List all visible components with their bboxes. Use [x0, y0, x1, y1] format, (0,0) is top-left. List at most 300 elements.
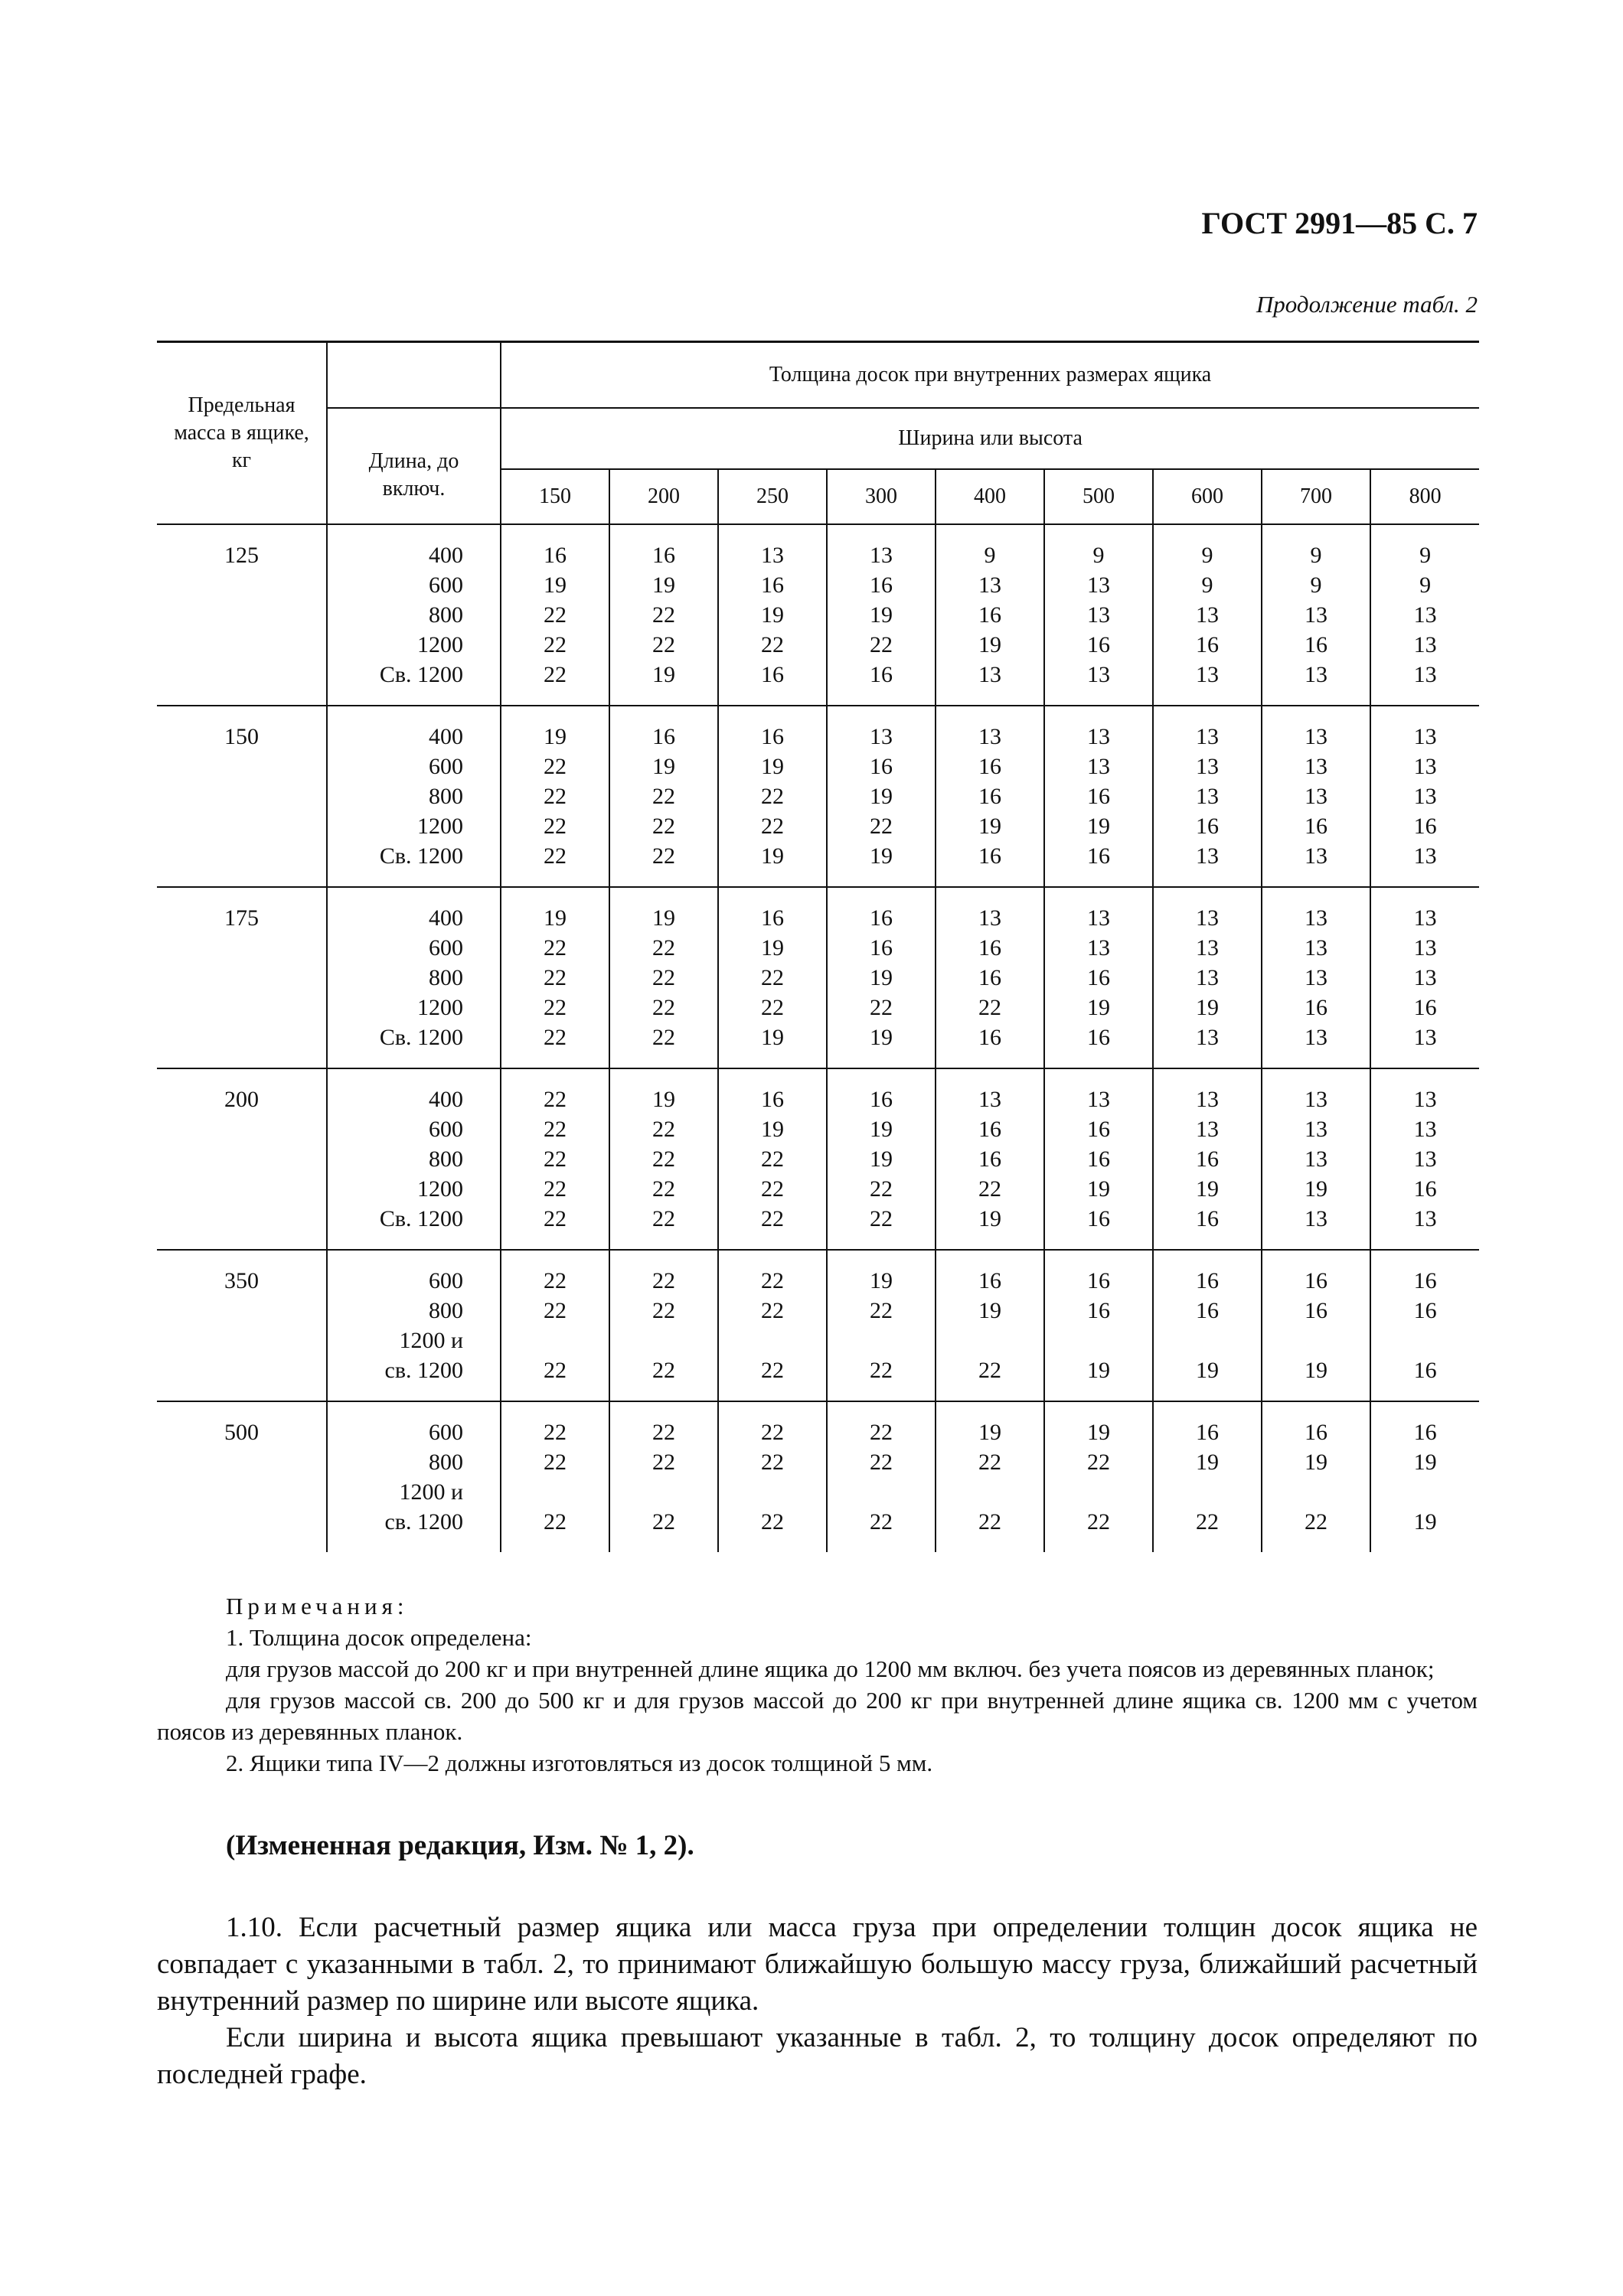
mass-value: 200 [224, 1087, 259, 1112]
thickness-value: 13 [978, 572, 1001, 598]
thickness-value: 22 [544, 1358, 567, 1383]
thickness-value: 13 [1413, 1117, 1437, 1142]
thickness-value: 19 [978, 1298, 1001, 1323]
thickness-value: 16 [1087, 843, 1110, 869]
thickness-value: 22 [544, 784, 567, 809]
thickness-value: 13 [1305, 662, 1327, 687]
thickness-value: 22 [544, 965, 567, 990]
thickness-value: 22 [544, 814, 567, 839]
body-text [157, 1910, 1478, 2093]
thickness-value: 16 [1305, 995, 1327, 1020]
thickness-value: 19 [1087, 814, 1110, 839]
thickness-value: 22 [870, 1176, 893, 1202]
thickness-value: 22 [761, 632, 784, 657]
thickness-value: 9 [1419, 572, 1432, 598]
thickness-value: 16 [978, 1025, 1001, 1050]
thickness-value: 22 [652, 965, 675, 990]
paragraph-1-10: 1.10. Если расчетный размер ящика или масса груза при определении толщин досок ящика не совпадает с указанными в табл. 2, то принимают ближайшую большую массу груза, ближайший расчетный внутренний размер по ширине или высоте ящика. [157, 1912, 1478, 2017]
thickness-value: 13 [1087, 935, 1110, 960]
length-value: 800 [429, 602, 463, 628]
thickness-value: 22 [652, 995, 675, 1020]
thickness-value: 22 [870, 1358, 893, 1383]
thickness-value: 22 [761, 1146, 784, 1172]
mass-value: 125 [224, 543, 259, 568]
thickness-value: 13 [1413, 784, 1437, 809]
table-caption: Продолжение табл. 2 [1256, 291, 1478, 318]
thickness-value: 13 [1413, 1206, 1437, 1231]
width-header-1: 200 [609, 469, 718, 524]
thickness-value: 16 [870, 935, 893, 960]
thickness-value [1371, 1477, 1479, 1507]
thickness-value [1045, 1477, 1152, 1507]
thickness-value: 16 [978, 935, 1001, 960]
width-header-3: 300 [827, 469, 936, 524]
thickness-value: 13 [1305, 905, 1327, 931]
thickness-value: 13 [1413, 965, 1437, 990]
thickness-value: 16 [1196, 632, 1219, 657]
thickness-value [1154, 1477, 1261, 1507]
note-1b: для грузов массой св. 200 до 500 кг и для грузов массой до 200 кг при внутренней длине ящика св. 1200 мм с учетом поясов из деревянных планок. [157, 1687, 1478, 1745]
thickness-value: 22 [761, 1450, 784, 1475]
thickness-value: 22 [652, 1206, 675, 1231]
thickness-value: 16 [978, 1146, 1001, 1172]
thickness-value: 19 [978, 632, 1001, 657]
thickness-value: 13 [1087, 662, 1110, 687]
thickness-value: 13 [1305, 1146, 1327, 1172]
thickness-value: 22 [544, 1298, 567, 1323]
page-title: ГОСТ 2991—85 С. 7 [1201, 206, 1478, 240]
thickness-value: 22 [652, 632, 675, 657]
thickness-value: 13 [1196, 935, 1219, 960]
thickness-value: 19 [761, 602, 784, 628]
thickness-value: 22 [544, 995, 567, 1020]
thickness-value: 19 [1196, 995, 1219, 1020]
thickness-value: 13 [1087, 724, 1110, 749]
length-value: 600 [429, 1420, 463, 1445]
length-value: 800 [429, 784, 463, 809]
header-mass: Предельная масса в ящике, кг [157, 342, 327, 525]
header-length: Длина, до включ. [327, 408, 501, 524]
thickness-value: 16 [1196, 1298, 1219, 1323]
thickness-value: 22 [652, 1025, 675, 1050]
thickness-value: 22 [978, 1358, 1001, 1383]
length-value: 1200 и [399, 1328, 463, 1353]
length-value: Св. 1200 [379, 662, 463, 687]
thickness-value: 13 [1087, 1087, 1110, 1112]
width-header-2: 250 [718, 469, 827, 524]
thickness-value: 13 [1413, 754, 1437, 779]
thickness-value [828, 1477, 935, 1507]
thickness-value: 13 [978, 905, 1001, 931]
thickness-value: 22 [544, 1025, 567, 1050]
thickness-value: 16 [1087, 632, 1110, 657]
edition-note: (Измененная редакция, Изм. № 1, 2). [226, 1830, 694, 1861]
thickness-value: 22 [1196, 1509, 1219, 1534]
thickness-value: 19 [978, 1206, 1001, 1231]
thickness-value: 19 [870, 784, 893, 809]
thickness-value: 22 [652, 1358, 675, 1383]
thickness-value [1371, 1326, 1479, 1355]
thickness-value: 22 [544, 662, 567, 687]
thickness-value: 13 [1413, 632, 1437, 657]
length-value: 600 [429, 935, 463, 960]
thickness-value: 19 [761, 935, 784, 960]
thickness-value: 13 [1196, 1087, 1219, 1112]
thickness-value: 16 [1305, 1298, 1327, 1323]
thickness-value: 22 [870, 1206, 893, 1231]
thickness-value: 22 [544, 1146, 567, 1172]
thickness-value: 16 [1305, 1420, 1327, 1445]
thickness-value: 16 [1087, 784, 1110, 809]
thickness-value: 19 [761, 1117, 784, 1142]
thickness-value: 16 [978, 1268, 1001, 1293]
thickness-value: 19 [1305, 1450, 1327, 1475]
table-row-group [157, 524, 1479, 706]
thickness-value: 13 [761, 543, 784, 568]
thickness-value: 22 [652, 1268, 675, 1293]
thickness-value: 19 [870, 843, 893, 869]
thickness-value: 13 [1087, 754, 1110, 779]
thickness-value: 19 [1087, 1176, 1110, 1202]
length-value: Св. 1200 [379, 843, 463, 869]
thickness-value: 16 [761, 572, 784, 598]
thickness-value: 16 [1087, 1146, 1110, 1172]
thickness-value: 16 [978, 843, 1001, 869]
thickness-value: 22 [544, 1509, 567, 1534]
thickness-value: 16 [1413, 1358, 1437, 1383]
thickness-value: 22 [761, 1358, 784, 1383]
thickness-value: 19 [544, 905, 567, 931]
thickness-value: 16 [761, 1087, 784, 1112]
thickness-value: 16 [544, 543, 567, 568]
thickness-value: 22 [761, 1420, 784, 1445]
thickness-value: 19 [1413, 1509, 1437, 1534]
thickness-value: 22 [870, 995, 893, 1020]
header-length-top [327, 342, 501, 409]
thickness-value: 9 [1092, 543, 1105, 568]
length-value: 1200 [417, 814, 463, 839]
thickness-value [936, 1477, 1043, 1507]
thickness-value: 13 [978, 1087, 1001, 1112]
thickness-value: 13 [978, 724, 1001, 749]
thickness-value [936, 1326, 1043, 1355]
thickness-value: 22 [978, 1509, 1001, 1534]
thickness-value: 22 [761, 1206, 784, 1231]
thickness-value: 16 [761, 724, 784, 749]
thickness-value: 19 [652, 572, 675, 598]
thickness-value: 13 [1196, 784, 1219, 809]
thickness-value: 16 [1413, 1176, 1437, 1202]
thickness-value: 13 [1196, 905, 1219, 931]
thickness-value: 9 [1310, 543, 1322, 568]
thickness-value: 16 [1413, 814, 1437, 839]
thickness-value: 16 [1413, 1420, 1437, 1445]
thickness-value: 16 [1087, 1268, 1110, 1293]
thickness-value: 22 [978, 995, 1001, 1020]
length-value: 400 [429, 543, 463, 568]
thickness-value: 13 [1305, 784, 1327, 809]
thickness-value: 13 [1305, 1117, 1327, 1142]
thickness-value: 13 [1087, 905, 1110, 931]
length-value: Св. 1200 [379, 1206, 463, 1231]
thickness-value: 16 [1305, 814, 1327, 839]
thickness-value: 19 [870, 1146, 893, 1172]
length-value: 1200 [417, 1176, 463, 1202]
thickness-value: 13 [1413, 724, 1437, 749]
length-value: св. 1200 [384, 1509, 463, 1534]
thickness-value: 16 [1196, 1420, 1219, 1445]
mass-value: 150 [224, 724, 259, 749]
thickness-value: 16 [1196, 814, 1219, 839]
thickness-value: 19 [870, 965, 893, 990]
thickness-value: 16 [1413, 1298, 1437, 1323]
thickness-value: 13 [1305, 1087, 1327, 1112]
table-row-group [157, 1250, 1479, 1401]
note-2: 2. Ящики типа IV—2 должны изготовляться из досок толщиной 5 мм. [226, 1750, 933, 1776]
thickness-value: 13 [1305, 965, 1327, 990]
table-row-group [157, 1068, 1479, 1250]
thickness-value: 19 [652, 662, 675, 687]
thickness-value: 13 [1305, 935, 1327, 960]
length-value: св. 1200 [384, 1358, 463, 1383]
thickness-value: 13 [1305, 1025, 1327, 1050]
thickness-value: 16 [1087, 1298, 1110, 1323]
thickness-value: 22 [870, 632, 893, 657]
thickness-value: 22 [761, 784, 784, 809]
header-width-or-height: Ширина или высота [501, 408, 1479, 469]
length-value: 800 [429, 965, 463, 990]
thickness-value: 19 [761, 843, 784, 869]
thickness-value: 13 [1305, 724, 1327, 749]
thickness-value: 22 [652, 1450, 675, 1475]
thickness-value: 22 [870, 1298, 893, 1323]
thickness-value: 22 [652, 1146, 675, 1172]
thickness-value: 16 [978, 602, 1001, 628]
thickness-value: 22 [652, 1420, 675, 1445]
table-row-group [157, 887, 1479, 1068]
thickness-value: 22 [652, 1509, 675, 1534]
thickness-value: 16 [652, 543, 675, 568]
notes-title: Примечания: [226, 1593, 409, 1619]
thickness-value: 19 [652, 905, 675, 931]
thickness-value: 19 [870, 1025, 893, 1050]
length-value: 1200 и [399, 1479, 463, 1505]
thickness-value: 22 [652, 814, 675, 839]
thickness-value: 19 [1196, 1176, 1219, 1202]
thickness-value: 22 [761, 814, 784, 839]
thickness-value [1262, 1326, 1370, 1355]
thickness-value: 16 [870, 662, 893, 687]
thickness-value: 16 [870, 754, 893, 779]
thickness-value: 13 [1196, 724, 1219, 749]
thickness-value: 13 [1413, 1025, 1437, 1050]
thickness-value: 19 [1087, 995, 1110, 1020]
thickness-value: 9 [1419, 543, 1432, 568]
thickness-value: 16 [652, 724, 675, 749]
thickness-value: 19 [870, 1117, 893, 1142]
thickness-value: 13 [1196, 602, 1219, 628]
thickness-value: 16 [1196, 1268, 1219, 1293]
thickness-value: 22 [761, 1176, 784, 1202]
thickness-value: 19 [1413, 1450, 1437, 1475]
thickness-value: 22 [544, 754, 567, 779]
thickness-value: 13 [1305, 602, 1327, 628]
note-1: 1. Толщина досок определена: [226, 1624, 532, 1651]
thickness-value: 13 [1196, 843, 1219, 869]
thickness-value: 9 [1201, 543, 1213, 568]
thickness-value: 9 [984, 543, 996, 568]
thickness-value: 22 [652, 1117, 675, 1142]
thickness-value: 13 [1413, 1087, 1437, 1112]
thickness-value [501, 1477, 609, 1507]
thickness-table [157, 341, 1479, 1552]
thickness-value: 19 [652, 754, 675, 779]
thickness-value: 22 [870, 1420, 893, 1445]
thickness-value: 22 [870, 814, 893, 839]
length-value: 400 [429, 1087, 463, 1112]
thickness-value [1154, 1326, 1261, 1355]
thickness-value: 22 [544, 1268, 567, 1293]
thickness-value: 13 [1196, 1117, 1219, 1142]
thickness-value: 19 [544, 724, 567, 749]
thickness-value: 16 [1196, 1206, 1219, 1231]
thickness-value: 19 [978, 814, 1001, 839]
thickness-value: 9 [1201, 572, 1213, 598]
thickness-value: 16 [1305, 1268, 1327, 1293]
thickness-value: 22 [652, 843, 675, 869]
thickness-value: 19 [1087, 1420, 1110, 1445]
thickness-value: 19 [761, 754, 784, 779]
thickness-value: 13 [1196, 754, 1219, 779]
thickness-value: 13 [1413, 935, 1437, 960]
thickness-value: 22 [544, 1450, 567, 1475]
thickness-value: 22 [544, 1206, 567, 1231]
thickness-value: 13 [1413, 1146, 1437, 1172]
thickness-value [719, 1326, 826, 1355]
thickness-value: 16 [978, 965, 1001, 990]
length-value: 400 [429, 905, 463, 931]
thickness-value: 16 [1087, 1025, 1110, 1050]
length-value: 1200 [417, 995, 463, 1020]
thickness-value: 16 [1087, 1117, 1110, 1142]
note-1a: для грузов массой до 200 кг и при внутренней длине ящика до 1200 мм включ. без учета поясов из деревянных планок; [226, 1655, 1435, 1682]
thickness-value: 16 [870, 905, 893, 931]
thickness-value: 22 [652, 935, 675, 960]
length-value: 600 [429, 572, 463, 598]
thickness-value: 13 [1413, 843, 1437, 869]
thickness-value: 9 [1310, 572, 1322, 598]
thickness-value [719, 1477, 826, 1507]
thickness-value: 13 [1087, 602, 1110, 628]
width-header-6: 600 [1153, 469, 1262, 524]
thickness-value: 22 [652, 1298, 675, 1323]
thickness-value: 22 [761, 995, 784, 1020]
header-thickness: Толщина досок при внутренних размерах ящика [501, 342, 1479, 409]
thickness-value: 16 [1196, 1146, 1219, 1172]
thickness-value: 13 [1087, 572, 1110, 598]
thickness-value: 22 [544, 632, 567, 657]
thickness-value: 13 [1305, 1206, 1327, 1231]
thickness-value: 16 [870, 1087, 893, 1112]
thickness-value: 13 [1196, 1025, 1219, 1050]
thickness-value: 19 [1087, 1358, 1110, 1383]
thickness-value: 22 [978, 1176, 1001, 1202]
thickness-value: 16 [1413, 1268, 1437, 1293]
thickness-value: 19 [1305, 1358, 1327, 1383]
thickness-value: 13 [1413, 905, 1437, 931]
thickness-value [501, 1326, 609, 1355]
thickness-value: 13 [1196, 662, 1219, 687]
thickness-value: 22 [761, 965, 784, 990]
thickness-value [1045, 1326, 1152, 1355]
thickness-value: 19 [1196, 1358, 1219, 1383]
thickness-value [610, 1477, 717, 1507]
thickness-value: 22 [978, 1450, 1001, 1475]
thickness-value: 22 [761, 1268, 784, 1293]
paragraph-last-column: Если ширина и высота ящика превышают указанные в табл. 2, то толщину досок определяют по последней графе. [157, 2022, 1478, 2090]
thickness-value: 16 [870, 572, 893, 598]
width-header-0: 150 [501, 469, 609, 524]
notes [157, 1590, 1478, 1779]
thickness-value: 13 [1305, 754, 1327, 779]
thickness-value: 16 [761, 662, 784, 687]
thickness-value: 22 [544, 1087, 567, 1112]
thickness-value: 19 [652, 1087, 675, 1112]
length-value: 1200 [417, 632, 463, 657]
thickness-value: 16 [761, 905, 784, 931]
mass-value: 500 [224, 1420, 259, 1445]
mass-value: 175 [224, 905, 259, 931]
thickness-value: 19 [978, 1420, 1001, 1445]
thickness-value: 22 [870, 1450, 893, 1475]
table-row-group [157, 1401, 1479, 1552]
thickness-value: 22 [544, 1117, 567, 1142]
thickness-value [610, 1326, 717, 1355]
thickness-value: 13 [1196, 965, 1219, 990]
width-header-5: 500 [1044, 469, 1153, 524]
thickness-value: 13 [870, 724, 893, 749]
thickness-value [828, 1326, 935, 1355]
thickness-value: 22 [652, 602, 675, 628]
length-value: 800 [429, 1450, 463, 1475]
thickness-value: 16 [1087, 1206, 1110, 1231]
thickness-value: 13 [1413, 602, 1437, 628]
thickness-value: 19 [870, 1268, 893, 1293]
thickness-value: 22 [652, 1176, 675, 1202]
length-value: Св. 1200 [379, 1025, 463, 1050]
thickness-value: 19 [1305, 1176, 1327, 1202]
thickness-value: 16 [978, 784, 1001, 809]
length-value: 600 [429, 1268, 463, 1293]
thickness-value: 22 [544, 602, 567, 628]
width-header-7: 700 [1262, 469, 1370, 524]
thickness-value: 16 [1305, 632, 1327, 657]
thickness-value: 16 [1413, 995, 1437, 1020]
thickness-value: 22 [1305, 1509, 1327, 1534]
thickness-value: 16 [1087, 965, 1110, 990]
thickness-value: 22 [870, 1509, 893, 1534]
length-value: 600 [429, 754, 463, 779]
thickness-value: 22 [544, 935, 567, 960]
thickness-value: 22 [1087, 1450, 1110, 1475]
length-value: 400 [429, 724, 463, 749]
length-value: 800 [429, 1146, 463, 1172]
thickness-value: 13 [978, 662, 1001, 687]
width-header-4: 400 [936, 469, 1044, 524]
length-value: 800 [429, 1298, 463, 1323]
thickness-value: 16 [978, 754, 1001, 779]
length-value: 600 [429, 1117, 463, 1142]
